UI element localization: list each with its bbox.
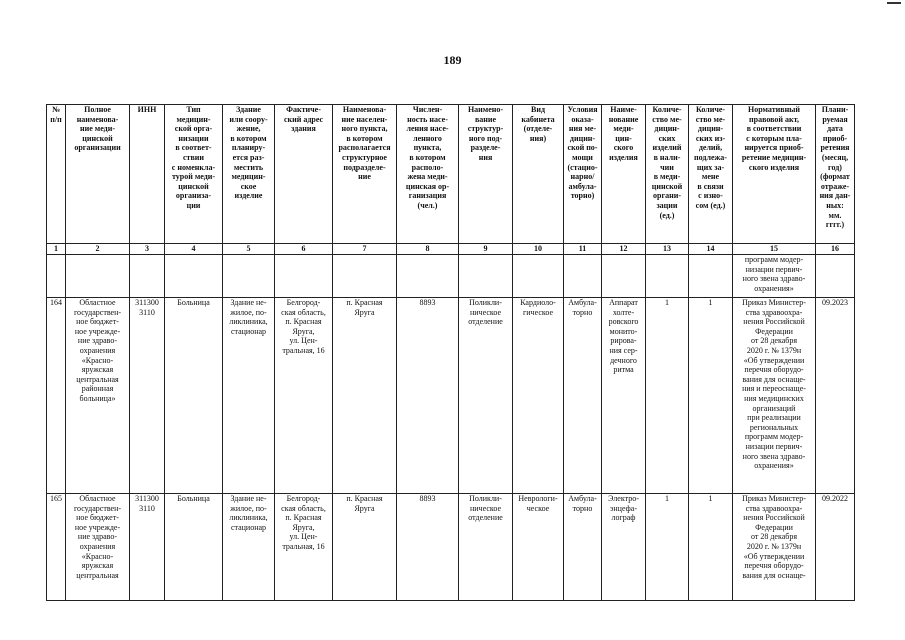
header-cell-qty-available: Количе- ство ме- дицин- ских изделий в нали- чии в меди- цинской органи- зации (ед.): [646, 105, 689, 244]
row-org: Областное государствен- ное бюджет- ное учрежде- ние здраво- охранения «Красно- яружская центральная районная больница»: [66, 298, 130, 494]
column-number: 15: [733, 244, 816, 255]
row-locality: п. Красная Яруга: [333, 298, 397, 494]
table-cell: [816, 255, 855, 298]
table-cell: [130, 255, 165, 298]
row-inn: 311300 3110: [130, 298, 165, 494]
table-cell: [513, 255, 564, 298]
header-cell-cabinet: Вид кабинета (отделе- ния): [513, 105, 564, 244]
column-number: 10: [513, 244, 564, 255]
table-cell: [459, 255, 513, 298]
column-number: 7: [333, 244, 397, 255]
table-cell: [602, 255, 646, 298]
row-org: Областное государствен- ное бюджет- ное учрежде- ние здраво- охранения «Красно- яружская центральная: [66, 494, 130, 601]
column-number: 11: [564, 244, 602, 255]
row-inn: 311300 3110: [130, 494, 165, 601]
continuation-legal-act: программ модер- низации первич- ного звена здраво- охранения»: [733, 255, 816, 298]
row-legal-act: Приказ Министер- ства здравоохра- нения Российской Федерации от 28 декабря 2020 г. № 1379н «Об утверждении перечня оборудо- вания для оснаще-: [733, 494, 816, 601]
table-cell: [66, 255, 130, 298]
header-cell-conditions: Условия оказа- ния ме- дицин- ской по- мощи (стацио- нарно/ амбула- торно): [564, 105, 602, 244]
row-qty-available: 1: [646, 494, 689, 601]
column-number: 5: [223, 244, 275, 255]
column-number: 6: [275, 244, 333, 255]
header-cell-population: Числен- ность насе- ления насе- ленного пункта, в котором располо- жена меди- цинская ор- ганизация (чел.): [397, 105, 459, 244]
column-number: 9: [459, 244, 513, 255]
table-cell: [646, 255, 689, 298]
row-address: Белгород- ская область, п. Красная Яруга, ул. Цен- тральная, 16: [275, 298, 333, 494]
row-qty-available: 1: [646, 298, 689, 494]
row-device: Электро- энцефа- лограф: [602, 494, 646, 601]
equipment-table: [46, 104, 855, 601]
row-type: Больница: [165, 494, 223, 601]
table-cell: [333, 255, 397, 298]
row-address: Белгород- ская область, п. Красная Яруга, ул. Цен- тральная, 16: [275, 494, 333, 601]
table-cell: [47, 255, 66, 298]
header-cell-inn: ИНН: [130, 105, 165, 244]
row-unit: Поликли- ническое отделение: [459, 494, 513, 601]
row-population: 8893: [397, 494, 459, 601]
row-building: Здание не- жилое, по- ликлиника, стационар: [223, 298, 275, 494]
table-cell: [397, 255, 459, 298]
row-num: 164: [47, 298, 66, 494]
table-cell: [564, 255, 602, 298]
header-cell-locality: Наименова- ние населен- ного пункта, в котором располагается структурное подразделе- ние: [333, 105, 397, 244]
page-number: 189: [443, 53, 462, 67]
row-date: 09.2022: [816, 494, 855, 601]
continuation-row: [47, 255, 855, 298]
row-legal-act: Приказ Министер- ства здравоохра- нения Российской Федерации от 28 декабря 2020 г. № 1379н «Об утверждении перечня оборудо- вания для оснаще- ния и переоснаще- ния медицинских организаций при реализации региональных программ модер- низации первич- ного звена здраво- охранения»: [733, 298, 816, 494]
column-number: 14: [689, 244, 733, 255]
row-conditions: Амбула- торно: [564, 494, 602, 601]
row-unit: Поликли- ническое отделение: [459, 298, 513, 494]
column-number: 12: [602, 244, 646, 255]
column-number: 13: [646, 244, 689, 255]
row-num: 165: [47, 494, 66, 601]
header-row: [47, 105, 855, 244]
table-cell: [275, 255, 333, 298]
header-cell-type: Тип медицин- ской орга- низации в соответ- ствии с номенкла- турой меди- цинской организа- ции: [165, 105, 223, 244]
header-cell-building: Здание или соору- жение, в котором планиру- ется раз- местить медицин- ское изделие: [223, 105, 275, 244]
column-number: 4: [165, 244, 223, 255]
header-cell-num: № п/п: [47, 105, 66, 244]
header-cell-address: Фактиче- ский адрес здания: [275, 105, 333, 244]
table-row: [47, 298, 855, 494]
table-cell: [165, 255, 223, 298]
corner-mark: [887, 2, 901, 4]
row-locality: п. Красная Яруга: [333, 494, 397, 601]
header-cell-device: Наиме- нование меди- цин- ского изделия: [602, 105, 646, 244]
row-type: Больница: [165, 298, 223, 494]
header-cell-legal-act: Нормативный правовой акт, в соответствии с которым пла- нируется приоб- ретение медицин- ского изделия: [733, 105, 816, 244]
header-cell-org: Полное наименова- ние меди- цинской организации: [66, 105, 130, 244]
row-qty-replace: 1: [689, 298, 733, 494]
table-cell: [689, 255, 733, 298]
column-number: 16: [816, 244, 855, 255]
row-qty-replace: 1: [689, 494, 733, 601]
header-cell-date: Плани- руемая дата приоб- ретения (месяц, год) (формат отраже- ния дан- ных: мм. гггг.): [816, 105, 855, 244]
table-cell: [223, 255, 275, 298]
row-cabinet: Кардиоло- гическое: [513, 298, 564, 494]
column-number: 1: [47, 244, 66, 255]
row-device: Аппарат холте- ровского монито- рирова- ния сер- дечного ритма: [602, 298, 646, 494]
header-cell-unit: Наимено- вание структур- ного под- разделе- ния: [459, 105, 513, 244]
row-date: 09.2023: [816, 298, 855, 494]
column-number: 8: [397, 244, 459, 255]
header-cell-qty-replace: Количе- ство ме- дицин- ских из- делий, подлежа- щих за- мене в связи с изно- сом (ед.): [689, 105, 733, 244]
row-cabinet: Неврологи- ческое: [513, 494, 564, 601]
column-number-row: [47, 244, 855, 255]
row-building: Здание не- жилое, по- ликлиника, стационар: [223, 494, 275, 601]
table-row: [47, 494, 855, 601]
column-number: 3: [130, 244, 165, 255]
column-number: 2: [66, 244, 130, 255]
row-population: 8893: [397, 298, 459, 494]
row-conditions: Амбула- торно: [564, 298, 602, 494]
